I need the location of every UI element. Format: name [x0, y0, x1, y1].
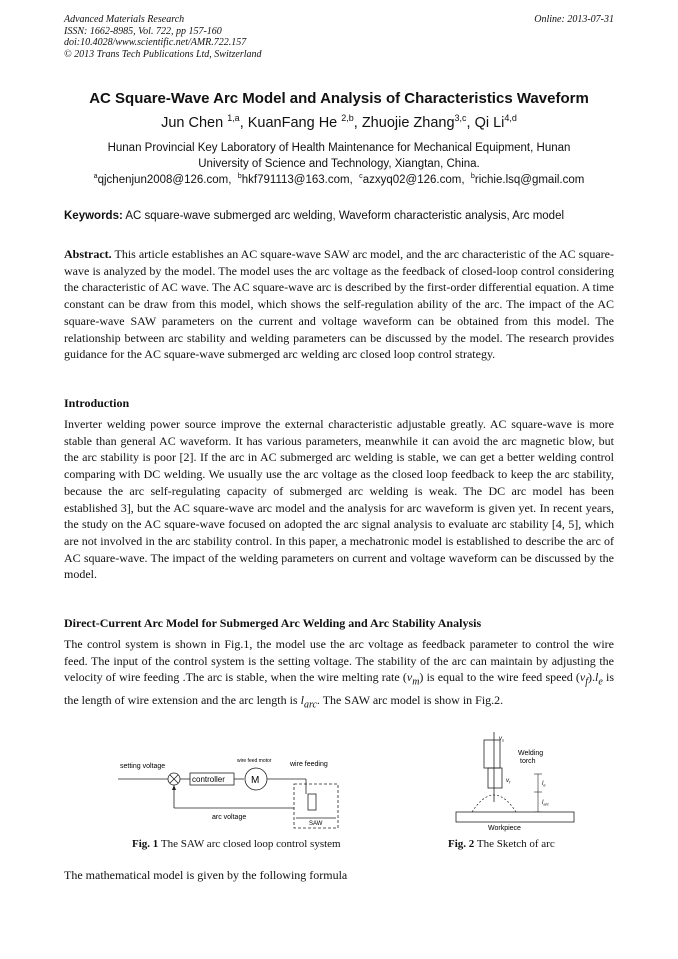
email-list — [40, 174, 638, 186]
formula-intro-text: The mathematical model is given by the following formula — [64, 868, 348, 882]
welding-torch-label-2: torch — [520, 758, 536, 765]
symbol-base: l — [595, 670, 599, 685]
symbol-sub: f — [585, 676, 589, 688]
doi[interactable]: doi:10.4028/www.scientific.net/AMR.722.157 — [64, 37, 247, 48]
le-label — [542, 781, 546, 788]
text-run: The control system is shown in Fig.1, the model use the arc voltage as feedback parameter to control the wire feed. The input of the control system is the setting voltage. The stability of the arc can maintain by adjusting the velocity of wire feeding .The arc is stable, when the wire melting rate ( — [64, 637, 614, 685]
affiliation-line: Hunan Provincial Key Laboratory of Health Maintenance for Mechanical Equipment, Hunan — [107, 142, 571, 154]
email-link[interactable]: qjchenjun2008@126.com, — [97, 174, 232, 186]
workpiece-label: Workpiece — [488, 825, 521, 832]
motor-label: M — [251, 775, 260, 786]
larc-sub: arc — [543, 801, 549, 807]
symbol-vm — [406, 670, 420, 688]
keywords — [64, 210, 624, 222]
author-sup: 1,a — [227, 113, 240, 124]
torch-upper — [484, 740, 500, 768]
wire-feed-motor-label: wire feed motor — [237, 758, 272, 764]
setting-voltage-label: setting voltage — [120, 763, 166, 770]
paper-title: AC Square-Wave Arc Model and Analysis of Characteristics Waveform — [89, 90, 589, 107]
controller-label: controller — [192, 775, 225, 784]
symbol-le — [595, 670, 603, 688]
le-base: l — [542, 781, 544, 787]
vf-base: v — [506, 778, 509, 784]
symbol-sub: m — [412, 676, 420, 688]
email-link[interactable]: richie.lsq@gmail.com — [474, 174, 585, 186]
author-name: KuanFang He — [247, 115, 338, 131]
author-name: Zhuojie Zhang — [361, 115, 455, 131]
keywords-text: AC square-wave submerged arc welding, Waveform characteristic analysis, Arc model — [125, 210, 565, 222]
vf-label — [506, 778, 511, 785]
welding-torch-label-1: Welding — [518, 750, 544, 757]
author-sup: 2,b — [341, 113, 354, 124]
wire-feeding-label: wire feeding — [290, 761, 328, 768]
symbol-base: l — [300, 692, 304, 707]
figure-1-diagram — [110, 752, 350, 832]
feedback-arrowhead — [172, 785, 176, 790]
figure-1-label: Fig. 1 — [132, 838, 159, 850]
figure-2-diagram — [450, 730, 580, 834]
symbol-base: v — [579, 670, 586, 685]
email-link[interactable]: azxyq02@126.com, — [362, 174, 465, 186]
email-sup: c — [359, 172, 363, 181]
abstract-label: Abstract. — [64, 247, 112, 261]
journal-name: Advanced Materials Research — [64, 14, 185, 25]
journal-header — [64, 14, 262, 60]
section-heading-introduction: Introduction — [64, 396, 130, 410]
symbol-vf — [579, 670, 589, 688]
text-run: ) is equal to the wire feed speed ( — [419, 670, 580, 685]
figure-1-caption-text: The SAW arc closed loop control system — [160, 838, 341, 850]
author-sup: 4,d — [504, 113, 517, 124]
introduction-text: Inverter welding power source improve the external characteristic adjustable greatly. AC square-wave is more stable than general AC waveform. It has various parameters, meanwhile it can avoid the arc magnetic blow, but the arc stability is poor [2]. If the arc in AC submerged arc welding is stable, we can get a better welding control comparing with DC welding. We usually use the arc voltage as the closed loop feedback to keep the arc stability, because the arc self-regulating capacity of submerged arc welding is weak. The DC arc model has been established 3], but the AC square-wave arc model and the analysis for arc waveform is given yet. In recent years, the study on the AC square-wave focused on adopted the arc signal analysis to evaluate arc stability [4, 5], which are not involved in the arc stability control. In this paper, a mechatronic model is established to describe the arc of AC square-wave. The impact of the welding parameters on current and voltage waveform can be discussed by the model. — [64, 417, 614, 582]
online-date: Online: 2013-07-31 — [534, 14, 614, 25]
figure-2-caption-text: The Sketch of arc — [476, 838, 555, 850]
author-sup: 3,c — [454, 113, 467, 124]
abstract — [64, 246, 614, 363]
arc-voltage-label: arc voltage — [212, 814, 247, 821]
email-sup: a — [93, 172, 98, 181]
vf-sub: f — [509, 779, 511, 785]
text-run: . The SAW arc model is show in Fig.2. — [316, 692, 504, 707]
torch-body — [308, 794, 316, 810]
author-list: Jun Chen $^{1,a}$, KuanFang He $^{2,b}$, Zhuojie Zhang$^{3,c}$, Qi Li$^{4,d}$ — [161, 113, 517, 131]
affiliation-line: University of Science and Technology, Xiangtan, China. — [198, 158, 480, 170]
le-sub: e — [543, 782, 546, 788]
text-run: ). — [588, 670, 596, 685]
email-sup: b — [470, 172, 475, 181]
author-name: Qi Li — [474, 115, 505, 131]
affiliation — [70, 140, 608, 172]
larc-label — [542, 800, 549, 807]
copyright: © 2013 Trans Tech Publications Ltd, Switzerland — [64, 48, 262, 60]
symbol-larc — [300, 692, 317, 710]
vs-base: v — [499, 736, 502, 742]
torch-lower — [488, 768, 502, 788]
abstract-text: This article establishes an AC square-wave SAW arc model, and the arc characteristic of the AC square-wave is analyzed by the model. The model uses the arc voltage as the feedback of closed-loop control considering the characteristic of AC wave. The AC square-wave arc is described by the first-order differential equation. A time constant can be draw from this model, which shows the self-regulation ability of the arc. The impact of the AC square-wave SAW parameters on the current and voltage waveform can be obtained from this model. The relationship between arc stability and welding parameters can be discussed by the model. The research provides guidance for the AC square-wave submerged arc welding arc closed loop control strategy. — [64, 247, 614, 362]
larc-base: l — [542, 800, 544, 806]
figure-2-label: Fig. 2 — [448, 838, 475, 850]
symbol-base: v — [406, 670, 413, 685]
dc-section-text — [64, 636, 614, 714]
symbol-sub: arc — [303, 698, 317, 710]
figure-2-caption — [448, 838, 555, 850]
vs-sub: s — [502, 737, 504, 743]
figure-1-caption — [132, 838, 341, 850]
issn: ISSN: 1662-8985, Vol. 722, pp 157-160 — [64, 25, 222, 37]
symbol-sub: e — [598, 676, 603, 688]
workpiece-block — [456, 812, 574, 822]
keywords-label: Keywords: — [64, 210, 123, 222]
author-name: Jun Chen — [161, 115, 224, 131]
saw-label: SAW — [309, 821, 323, 827]
text-run: is the length of wire extension and the arc length is — [64, 670, 614, 707]
section-heading-dc-arc-model: Direct-Current Arc Model for Submerged Arc Welding and Arc Stability Analysis — [64, 616, 482, 630]
email-link[interactable]: hkf791113@163.com, — [241, 174, 353, 186]
email-sup: b — [237, 172, 242, 181]
vs-label — [499, 736, 504, 743]
